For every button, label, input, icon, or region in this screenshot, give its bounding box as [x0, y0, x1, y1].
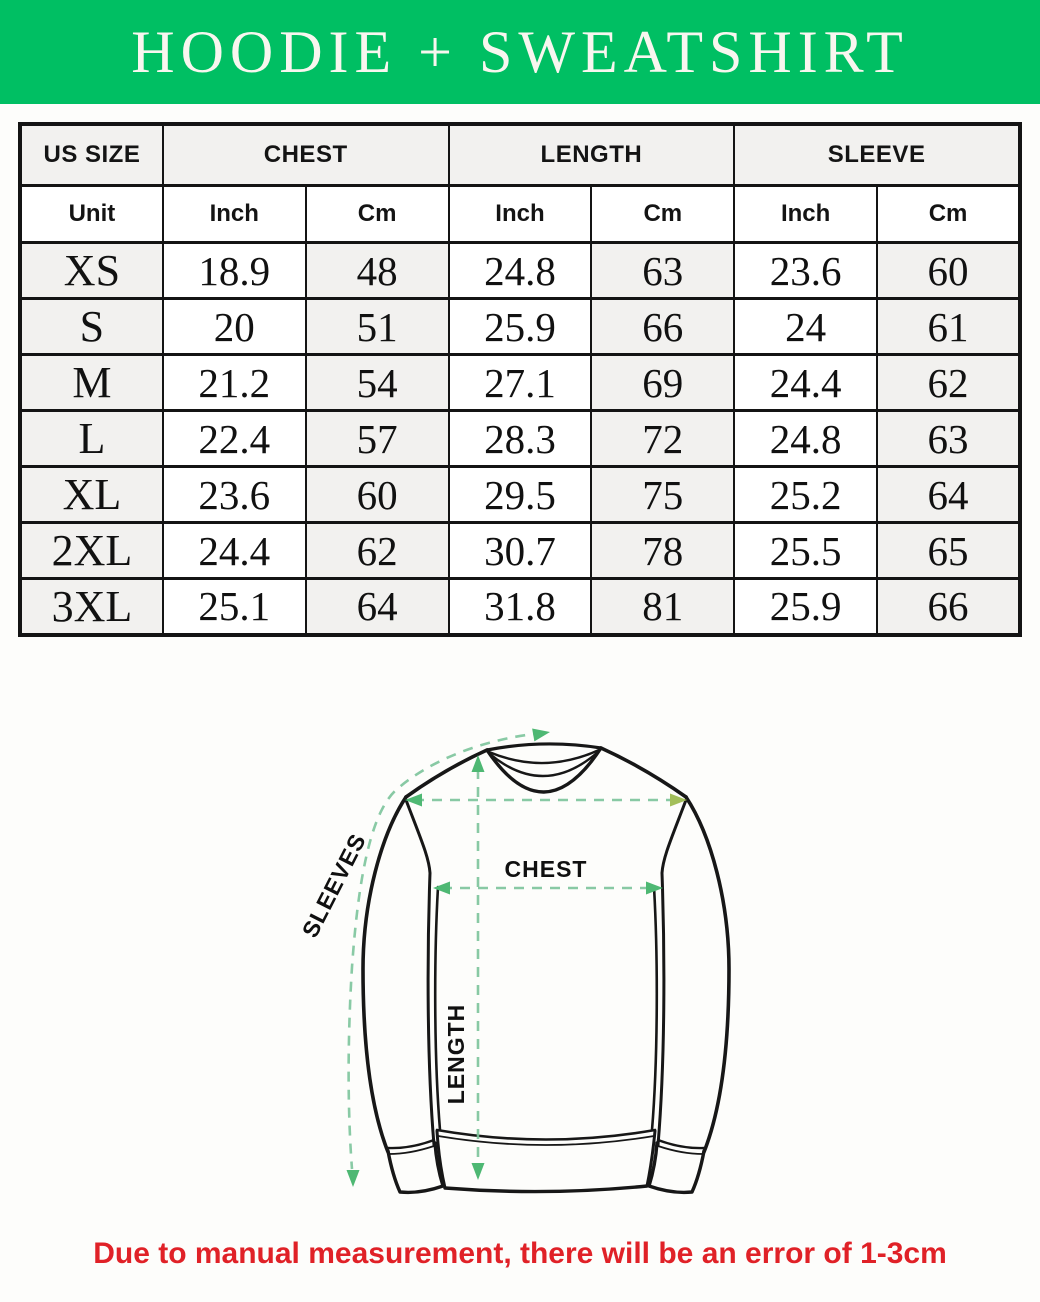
- sleeves-label: SLEEVES: [296, 828, 372, 942]
- unit-length-inch: Inch: [449, 186, 592, 243]
- value-cell: 30.7: [449, 523, 592, 579]
- size-row-s: [20, 299, 1020, 355]
- header-chest: CHEST: [163, 124, 449, 186]
- value-cell: 28.3: [449, 411, 592, 467]
- chest-arrow-left-icon: [433, 881, 450, 894]
- size-cell: S: [20, 299, 163, 355]
- value-cell: 75: [591, 467, 734, 523]
- sleeve-arrow-top-icon: [532, 725, 551, 741]
- value-cell: 64: [306, 579, 449, 635]
- value-cell: 24.8: [449, 243, 592, 299]
- value-cell: 24: [734, 299, 877, 355]
- value-cell: 23.6: [734, 243, 877, 299]
- value-cell: 69: [591, 355, 734, 411]
- value-cell: 81: [591, 579, 734, 635]
- unit-header-row: [20, 186, 1020, 243]
- group-header-row: [20, 124, 1020, 186]
- value-cell: 21.2: [163, 355, 306, 411]
- banner: [0, 0, 1040, 104]
- disclaimer-text: Due to manual measurement, there will be an error of 1-3cm: [93, 1236, 947, 1270]
- size-cell: 3XL: [20, 579, 163, 635]
- value-cell: 24.4: [163, 523, 306, 579]
- banner-title: HOODIE + SWEATSHIRT: [131, 18, 909, 85]
- value-cell: 62: [306, 523, 449, 579]
- measure-arrows: [347, 725, 688, 1186]
- chest-label: CHEST: [504, 855, 588, 882]
- value-cell: 78: [591, 523, 734, 579]
- value-cell: 23.6: [163, 467, 306, 523]
- value-cell: 29.5: [449, 467, 592, 523]
- unit-sleeve-cm: Cm: [877, 186, 1020, 243]
- value-cell: 62: [877, 355, 1020, 411]
- length-label: LENGTH: [443, 1003, 469, 1104]
- header-us-size: US SIZE: [20, 124, 163, 186]
- value-cell: 25.9: [734, 579, 877, 635]
- size-table: [18, 122, 1022, 637]
- size-row-2xl: [20, 523, 1020, 579]
- value-cell: 60: [877, 243, 1020, 299]
- value-cell: 66: [877, 579, 1020, 635]
- value-cell: 20: [163, 299, 306, 355]
- size-cell: M: [20, 355, 163, 411]
- value-cell: 31.8: [449, 579, 592, 635]
- value-cell: 72: [591, 411, 734, 467]
- size-cell: XS: [20, 243, 163, 299]
- size-row-xs: [20, 243, 1020, 299]
- value-cell: 54: [306, 355, 449, 411]
- measurement-lines: [349, 733, 678, 1169]
- size-row-m: [20, 355, 1020, 411]
- value-cell: 25.1: [163, 579, 306, 635]
- value-cell: 25.9: [449, 299, 592, 355]
- unit-label: Unit: [20, 186, 163, 243]
- sweatshirt-diagram: [0, 637, 1040, 1237]
- sleeve-arrow-bottom-icon: [347, 1170, 360, 1187]
- value-cell: 25.2: [734, 467, 877, 523]
- size-cell: L: [20, 411, 163, 467]
- size-row-3xl: [20, 579, 1020, 635]
- unit-sleeve-inch: Inch: [734, 186, 877, 243]
- length-arrow-down-icon: [472, 1163, 485, 1180]
- value-cell: 22.4: [163, 411, 306, 467]
- unit-length-cm: Cm: [591, 186, 734, 243]
- value-cell: 63: [877, 411, 1020, 467]
- size-cell: 2XL: [20, 523, 163, 579]
- size-row-l: [20, 411, 1020, 467]
- value-cell: 66: [591, 299, 734, 355]
- value-cell: 25.5: [734, 523, 877, 579]
- value-cell: 64: [877, 467, 1020, 523]
- sweatshirt-outline: [363, 743, 729, 1191]
- header-length: LENGTH: [449, 124, 735, 186]
- value-cell: 57: [306, 411, 449, 467]
- header-sleeve: SLEEVE: [734, 124, 1020, 186]
- value-cell: 63: [591, 243, 734, 299]
- value-cell: 51: [306, 299, 449, 355]
- value-cell: 24.8: [734, 411, 877, 467]
- value-cell: 24.4: [734, 355, 877, 411]
- value-cell: 61: [877, 299, 1020, 355]
- size-row-xl: [20, 467, 1020, 523]
- value-cell: 48: [306, 243, 449, 299]
- size-cell: XL: [20, 467, 163, 523]
- value-cell: 18.9: [163, 243, 306, 299]
- value-cell: 60: [306, 467, 449, 523]
- value-cell: 27.1: [449, 355, 592, 411]
- unit-chest-inch: Inch: [163, 186, 306, 243]
- value-cell: 65: [877, 523, 1020, 579]
- unit-chest-cm: Cm: [306, 186, 449, 243]
